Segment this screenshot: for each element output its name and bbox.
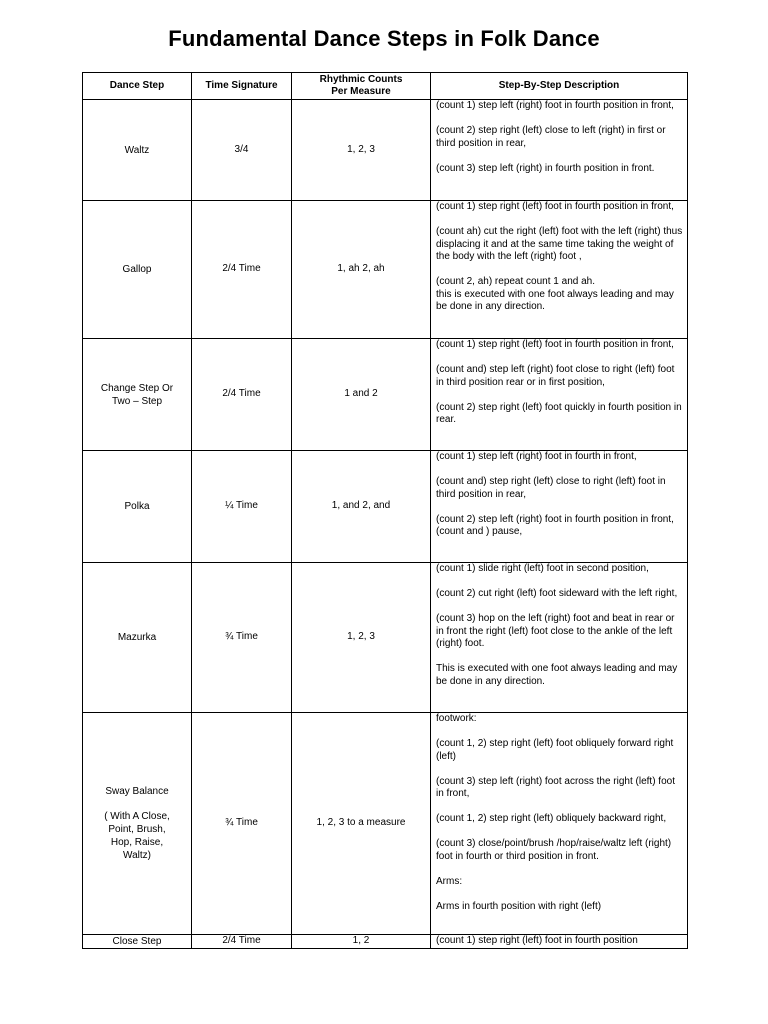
time-signature-cell: 3/4 [192,100,292,201]
time-signature-cell: ¾ Time [192,713,292,935]
header-rhythmic-counts: Rhythmic Counts Per Measure [292,73,431,100]
description-paragraph: (count 3) hop on the left (right) foot and beat in rear or in front the right (left) foot close to the ankle of the left (right) foot. [436,613,675,649]
time-signature-cell: ¾ Time [192,563,292,713]
dance-step-name: Gallop [122,264,152,275]
description-paragraph: Arms in fourth position with right (left) [436,900,602,912]
description-paragraph: (count 1) step left (right) foot in fourth in front, [436,451,637,462]
description-paragraph: (count and) step left (right) foot close to right (left) foot in third position rear or in first position, [436,364,675,388]
description-paragraph: (count 2) cut right (left) foot sideward with the left right, [436,588,678,599]
description-paragraph: (count 2, ah) repeat count 1 and ah. this is executed with one foot always leading and may be done in any direction. [436,276,674,312]
description-cell [431,563,688,713]
dance-step-name: Mazurka [117,632,157,643]
description-paragraph: (count 1) step right (left) foot in fourth position [436,935,638,946]
header-time-signature: Time Signature [192,73,292,100]
description-paragraph: (count 1, 2) step right (left) obliquely backward right, [436,813,667,824]
rhythmic-counts-cell: 1, and 2, and [292,451,431,563]
description-paragraph: (count 1) step right (left) foot in fourth position in front, [436,339,674,350]
time-signature-cell: 2/4 Time [192,201,292,339]
description-paragraph: (count 2) step left (right) foot in fourth position in front, (count and ) pause, [436,513,674,537]
description-paragraph: (count 1, 2) step right (left) foot obliquely forward right (left) [436,738,674,762]
description-paragraph: (count 2) step right (left) foot quickly in fourth position in rear. [436,401,682,425]
time-signature-cell: 2/4 Time [192,935,292,949]
description-cell [431,451,688,563]
table-row [83,935,688,949]
page-title: Fundamental Dance Steps in Folk Dance [168,26,600,51]
dance-step-cell [83,339,192,451]
description-cell [431,713,688,935]
rhythmic-counts-cell: 1, 2 [292,935,431,949]
description-paragraph: (count and) step right (left) close to right (left) foot in third position in rear, [436,476,666,500]
dance-step-name: Waltz [124,144,150,156]
table-row [83,713,688,935]
table-row [83,563,688,713]
rhythmic-counts-cell: 1, ah 2, ah [292,201,431,339]
description-cell [431,935,688,949]
description-paragraph: (count 1) step right (left) foot in fourth position in front, [436,201,674,212]
description-paragraph: (count 2) step right (left) close to left (right) in first or third position in rear, [436,125,666,149]
dance-step-cell [83,713,192,935]
dance-step-name: Close Step [112,936,162,947]
description-paragraph: (count 3) step left (right) in fourth position in front. [436,162,655,174]
dance-step-cell [83,451,192,563]
dance-step-cell [83,100,192,201]
description-paragraph: (count 3) close/point/brush /hop/raise/waltz left (right) foot in fourth or third position in front. [436,838,672,862]
dance-step-name: Polka [124,501,150,512]
dance-step-name: Change Step Or Two – Step [100,382,174,407]
rhythmic-counts-cell: 1, 2, 3 [292,563,431,713]
description-cell [431,201,688,339]
table-row [83,451,688,563]
dance-step-cell [83,563,192,713]
header-description: Step-By-Step Description [431,73,688,100]
description-paragraph: (count 3) step left (right) foot across the right (left) foot in front, [436,775,675,799]
dance-step-subtitle: ( With A Close, Point, Brush, Hop, Raise, Waltz) [104,811,170,862]
time-signature-cell: ¼ Time [192,451,292,563]
header-row [83,73,688,100]
description-paragraph: Arms: [436,875,463,887]
dance-step-cell [83,935,192,949]
header-dance-step: Dance Step [83,73,192,100]
rhythmic-counts-cell: 1 and 2 [292,339,431,451]
time-signature-cell: 2/4 Time [192,339,292,451]
table-row [83,339,688,451]
description-paragraph: footwork: [436,713,477,724]
description-cell [431,339,688,451]
table-row [83,201,688,339]
dance-step-cell [83,201,192,339]
dance-steps-table [82,72,688,949]
description-paragraph: (count 1) step left (right) foot in fourth position in front, [436,100,674,111]
description-cell [431,100,688,201]
description-paragraph: (count 1) slide right (left) foot in second position, [436,563,649,574]
table-row [83,100,688,201]
rhythmic-counts-cell: 1, 2, 3 to a measure [292,713,431,935]
description-paragraph: (count ah) cut the right (left) foot with the left (right) thus displacing it and at the same time taking the weight of the body with the left (right) foot , [436,226,683,262]
dance-step-name: Sway Balance [105,785,169,797]
rhythmic-counts-cell: 1, 2, 3 [292,100,431,201]
description-paragraph: This is executed with one foot always leading and may be done in any direction. [436,663,678,687]
